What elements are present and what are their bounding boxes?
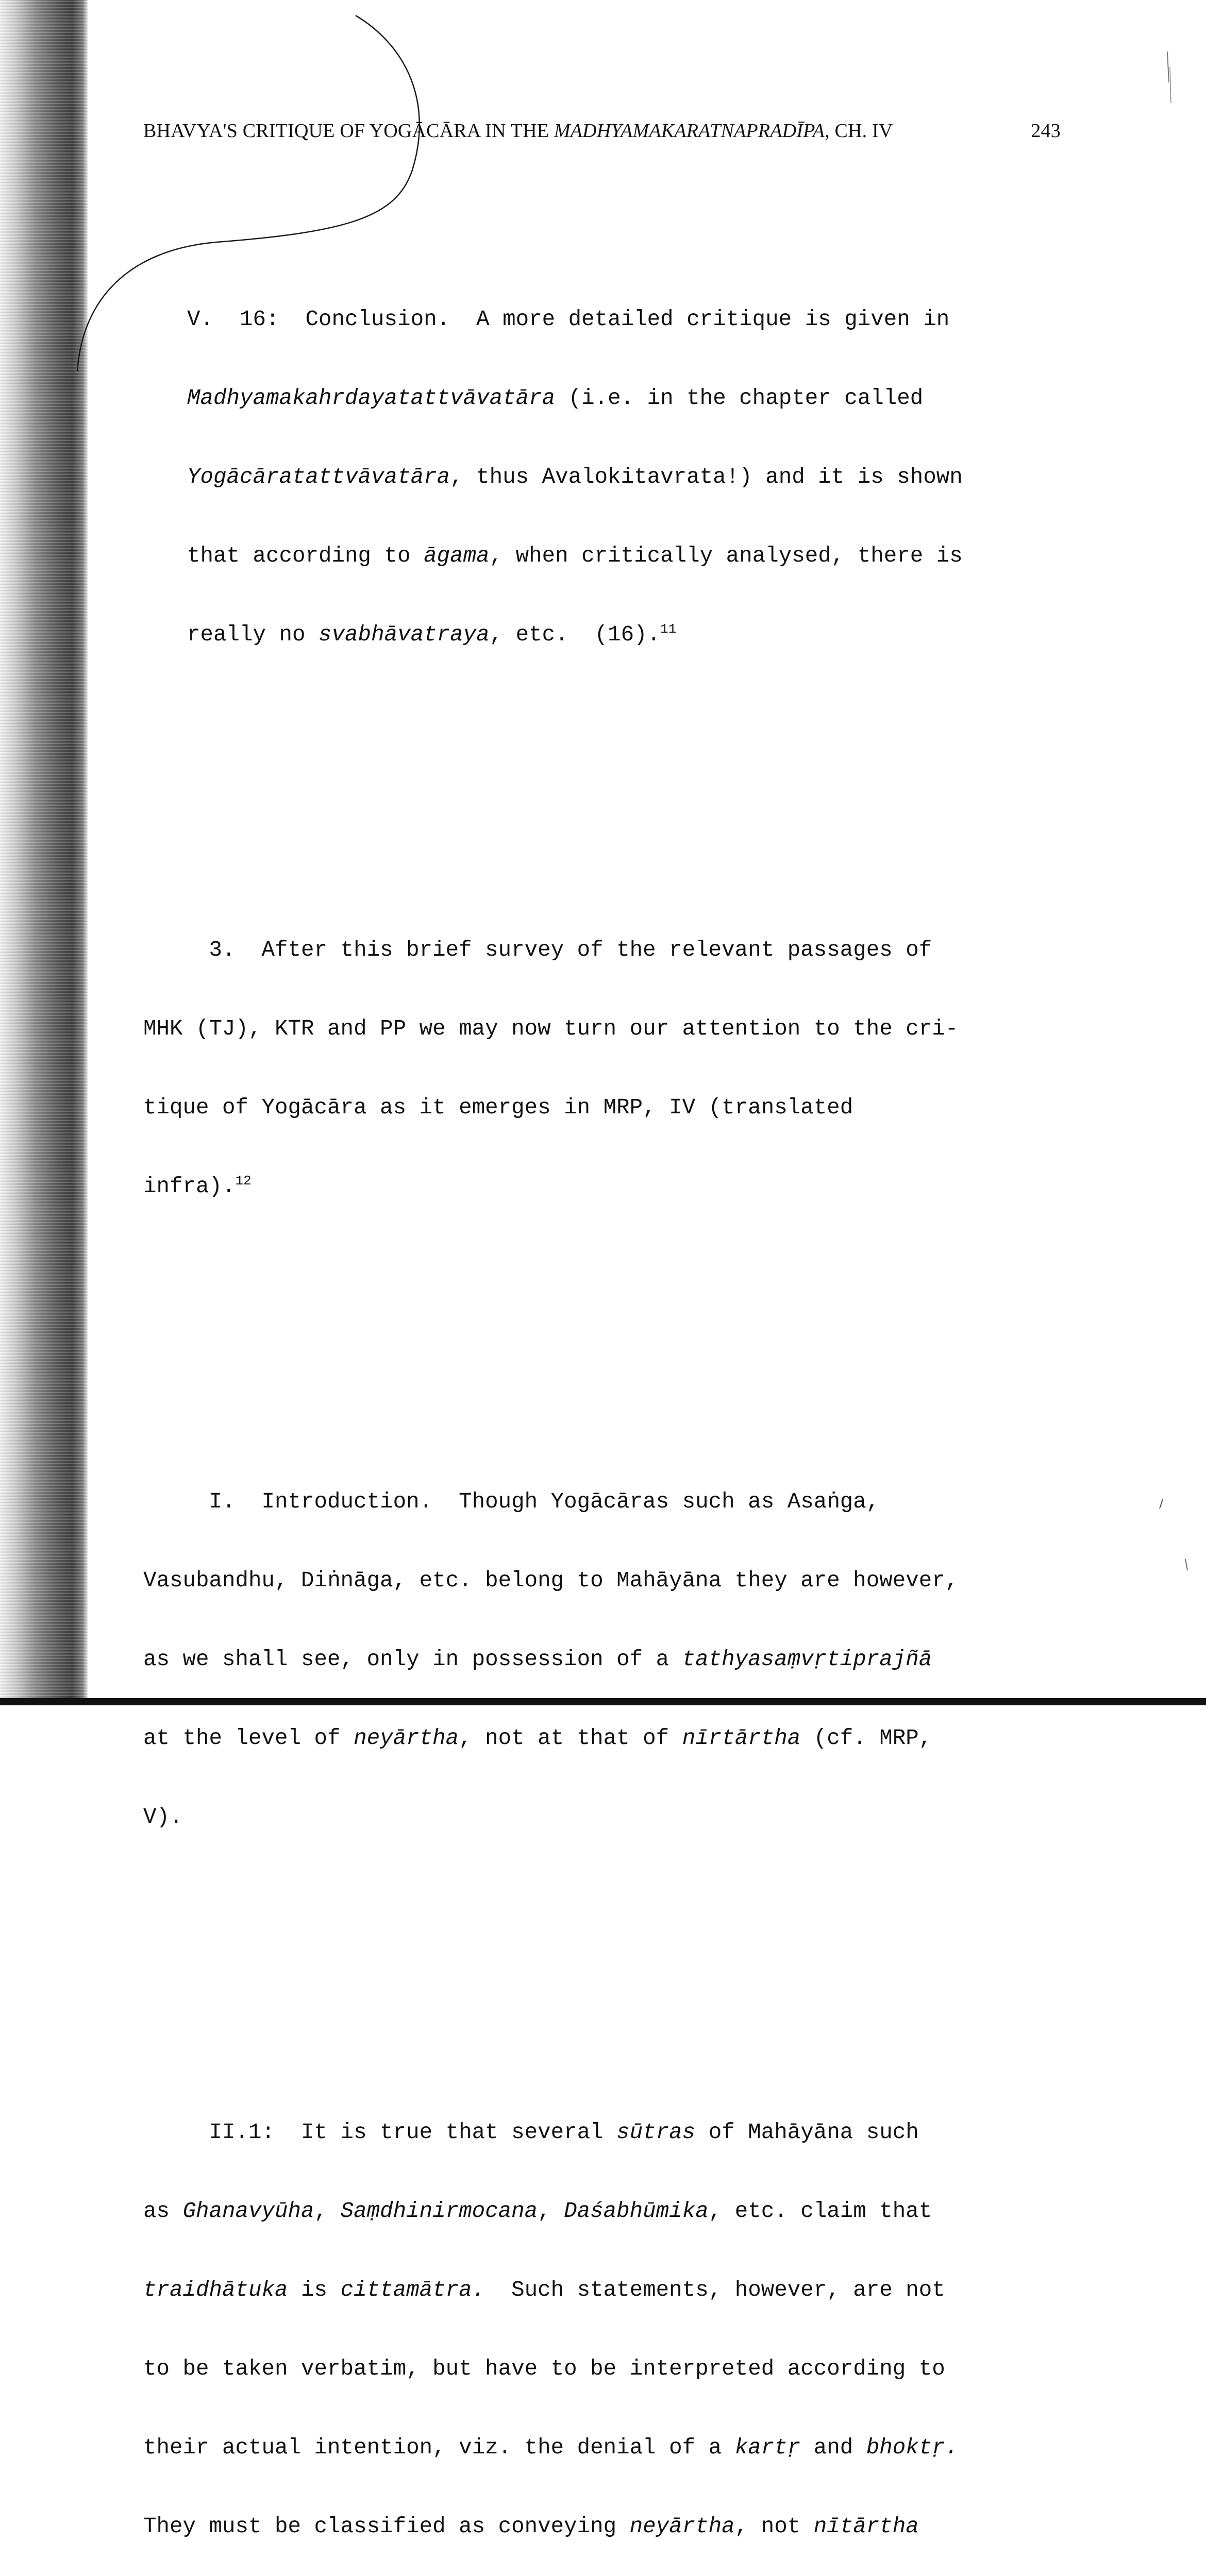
text-line: infra).$^{12}$ [143, 1173, 252, 1199]
footnote-ref: 12 [235, 1173, 252, 1189]
text-line: MHK (TJ), KTR and PP we may now turn our attention to the cri- [143, 1016, 959, 1041]
text-line: II.1: It is true that several sūtras of Mahāyāna such [143, 2120, 919, 2145]
text-line: I. Introduction. Though Yogācāras such as Asaṅga, [143, 1489, 880, 1514]
page-number: 243 [1031, 120, 1061, 142]
text-line: V). [143, 1805, 183, 1829]
text-line: that according to āgama, when critically analysed, there is [187, 544, 963, 568]
text-line: really no svabhāvatraya, etc. (16).$^{11}$ [187, 621, 677, 647]
text-line: Madhyamakahrdayatattvāvatāra (i.e. in the chapter called [187, 386, 924, 411]
text-line: tique of Yogācāra as it emerges in MRP, IV (translated [143, 1095, 853, 1120]
text-line: at the level of neyārtha, not at that of nīrtārtha (cf. MRP, [143, 1726, 932, 1751]
scan-bottom-edge [0, 1698, 1206, 1705]
text-line: They must be classified as conveying neyārtha, not nītārtha [143, 2514, 919, 2539]
running-head [143, 120, 1061, 142]
scan-noise [0, 0, 88, 1705]
paragraph-section-3 [143, 885, 1071, 1252]
text-line: as we shall see, only in possession of a tathyasaṃvṛtiprajñā [143, 1647, 932, 1672]
running-head-title: BHAVYA'S CRITIQUE OF YOGĀCĀRA IN THE MADHYAMAKARATNAPRADĪPA, CH. IV [143, 120, 893, 142]
text-line: Vasubandhu, Diṅnāga, etc. belong to Mahāyāna they are however, [143, 1568, 959, 1593]
paragraph-ii1 [143, 2067, 1071, 2576]
paragraph-introduction [143, 1436, 1071, 1883]
text-line: as Ghanavyūha, Saṃdhinirmocana, Daśabhūmika, etc. claim that [143, 2199, 932, 2224]
footnote-ref: 11 [660, 621, 677, 637]
text-line: to be taken verbatim, but have to be interpreted according to [143, 2357, 945, 2381]
body-text [143, 175, 1071, 2576]
text-line: Yogācāratattvāvatāra, thus Avalokitavrata!) and it is shown [187, 465, 963, 489]
paragraph-v16-conclusion [187, 254, 1071, 701]
text-line: their actual intention, viz. the denial of a kartṛ and bhoktṛ. [143, 2435, 959, 2460]
text-line: 3. After this brief survey of the relevant passages of [143, 938, 932, 962]
text-line: V. 16: Conclusion. A more detailed critique is given in [187, 307, 950, 332]
text-line: traidhātuka is cittamātra. Such statements, however, are not [143, 2278, 945, 2302]
